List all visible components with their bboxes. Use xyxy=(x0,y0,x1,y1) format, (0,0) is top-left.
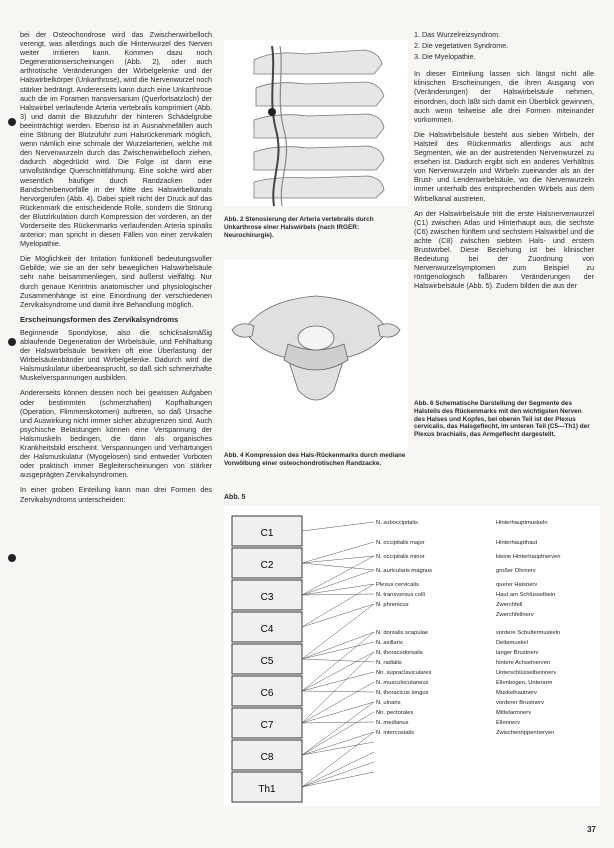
nerve-label: N. thoracodorsalis xyxy=(376,650,423,656)
page-number: 37 xyxy=(587,825,596,834)
segment-label: C7 xyxy=(260,720,274,731)
punch-hole-mark xyxy=(8,118,16,126)
target-label: langer Brustnerv xyxy=(496,650,539,656)
nerve-label: N. ulnaris xyxy=(376,700,401,706)
target-label: Hinterhaupthaut xyxy=(496,540,538,546)
target-label: querer Halsnerv xyxy=(496,582,538,588)
paragraph: In einer groben Einteilung kann man drei Formen des Zervikalsyndroms unterscheiden: xyxy=(20,485,212,504)
target-label: kleine Hinterhauptnerven xyxy=(496,554,561,560)
nerve-label: N. intercostalis xyxy=(376,730,415,736)
segment-column xyxy=(232,516,302,802)
paragraph: Andererseits können dessen noch bei gewissen Aufgaben oder bestimmten (schmerzhaften) Kopfhaltungen (Operation, Flimmerskotomen) auftreten, so daß Ursache und Auswirkung nicht immer sicher abzugrenzen sind. Auch psychische Belastungen können eine Verspannung der Halsmuskeln bedingen, die dann als organisches Krankheitsbild erscheint. Verspannungen und Verhärtungen der Halsmuskulatur (Myogelosen) sind entweder Vorboten oder praktisch immer Begleiterscheinungen von stärker ausgeprägten Zervikalsyndromen. xyxy=(20,388,212,480)
target-label: Ellenbogen, Unterarm xyxy=(496,680,553,686)
segment-label: C1 xyxy=(260,528,274,539)
punch-hole-mark xyxy=(8,338,16,346)
nerve-label: N. dorsalis scapulae xyxy=(376,630,429,636)
nerve-label: Nn. pectorales xyxy=(376,710,414,716)
segment-c3 xyxy=(232,580,302,610)
nerve-label: N. auricularis magnus xyxy=(376,568,433,574)
nerve-label: N. suboccipitalis xyxy=(376,520,418,526)
figure-2-vertebral-artery-illustration xyxy=(224,40,408,206)
target-label: hintere Achselnerven xyxy=(496,660,551,666)
target-label: vordere Schultermuskeln xyxy=(496,630,561,636)
segment-c4 xyxy=(232,612,302,642)
segment-label: C2 xyxy=(260,560,274,571)
segment-c1 xyxy=(232,516,302,546)
figure-4-spinal-cord-compression-illustration xyxy=(224,260,408,450)
paragraph: Die Halswirbelsäule besteht aus sieben Wirbeln, der Halsteil des Rückenmarks allerdings aus acht Segmenten, wie an der austretenden Nervenwurzel zu ersehen ist. Dadurch ergibt sich ein anderes Verhältnis von Nervenwurzeln und Wirbeln zueinander als an der Brust- und Lendenwirbelsäule, wo die Nervenwurzeln immer unterhalb des entsprechenden Wirbels aus dem Wirbelkanal austreten. xyxy=(414,129,594,203)
figure-4-caption: Abb. 4 Kompression des Hals-Rückenmarks durch mediane Vorwölbung einer osteochondrotischen Randzacke. xyxy=(224,452,406,467)
target-label: Muskelhautnerv xyxy=(496,690,537,696)
target-label: vorderer Brustnerv xyxy=(496,700,545,706)
segment-label: C3 xyxy=(260,592,274,603)
list-item: 3. Die Myelopathie. xyxy=(414,52,476,62)
nerve-label: N. transversus colli xyxy=(376,592,425,598)
figure-2-caption: Abb. 2 Stenosierung der Arteria vertebralis durch Unkarthrose einer Halswirbels (nach IRGER: Neurochirurgie). xyxy=(224,216,374,239)
nerve-label: N. radialis xyxy=(376,660,402,666)
punch-hole-mark xyxy=(8,554,16,562)
left-text-column xyxy=(20,30,212,510)
nerve-label: N. occipitalis minor xyxy=(376,554,425,560)
target-label: großer Ohrnerv xyxy=(496,568,536,574)
section-heading: Erscheinungsformen des Zervikalsyndroms xyxy=(20,314,179,324)
segment-label: C6 xyxy=(260,688,274,699)
paragraph: Die Möglichkeit der Irritation funktionell bedeutungsvoller Gebilde, wie sie an der sehr beweglichen Halswirbelsäule sehr nahe beisammenliegen, sind äußerst vielfältig. Nur durch genaue Kenntnis anatomischer und physiologischer Zusammenhänge ist eine Einordnung der verschiedenen Zervikalsyndrome und damit ihre Behandlung möglich. xyxy=(20,254,212,309)
target-label: Mittelarmnerv xyxy=(496,710,532,716)
nerve-label: N. medianus xyxy=(376,720,409,726)
nerve-label: N. musculocutaneus xyxy=(376,680,429,686)
nerve-label: N. phrenicus xyxy=(376,602,409,608)
segment-label: Th1 xyxy=(258,784,276,795)
target-label: Deltamuskel xyxy=(496,640,528,646)
figure-6-caption: Abb. 6 Schematische Darstellung der Segmente des Halsteils des Rückenmarks mit den wichtigsten Nerven des Halses und Kopfes, bei oberen Teil ist der Plexus cervicalis, das Halsgeflecht, im unteren Teil (C5—Th1) der Plexus brachialis, das Armgeflecht dargestellt. xyxy=(414,400,590,439)
nerve-label: N. thoracicus longus xyxy=(376,690,429,696)
target-label: Unterschlüsselbeinnerv xyxy=(496,670,557,676)
paragraph: In dieser Einteilung lassen sich längst nicht alle klinischen Erscheinungen, die ihren Ausgang von (Veränderungen) der Halswirbelsäule nehmen, einordnen, doch läßt sich damit ein Überblick gewinnen, auch wenn teilweise alle drei Formen miteinander vorkommen. xyxy=(414,69,594,124)
segment-th1 xyxy=(232,772,302,802)
segment-c7 xyxy=(232,708,302,738)
target-label: Hinterhauptmuskeln xyxy=(496,520,548,526)
nerve-label: Nn. supraclaviculares xyxy=(376,670,432,676)
segment-label: C4 xyxy=(260,624,274,635)
nerve-label: Plexus cervicalis xyxy=(376,582,419,588)
target-label: Zwerchfellnerv xyxy=(496,612,534,618)
syndrome-list xyxy=(414,30,594,61)
paragraph: An der Halswirbelsäule tritt die erste Halsnervenwurzel (C1) zwischen Atlas und Hinterhaupt aus, die sechste (C6) zwischen fünftem und sechstem Halswirbel und die achte (C8) zwischen siebtem Hals- und erstem Brustwirbel. Diese Beziehung ist bei klinischer Bedeutung bei der Zuordnung von Nervenwurzelsymptomen zum Beispiel zu röntgenologisch faßbaren Veränderungen der Halswirbelsäule (Abb. 5). Zudem bilden die aus der xyxy=(414,208,594,291)
segment-c8 xyxy=(232,740,302,770)
target-label: Zwischenrippennerven xyxy=(496,730,555,736)
segment-label: C8 xyxy=(260,752,274,763)
segment-c6 xyxy=(232,676,302,706)
paragraph: bei der Osteochondrose wird das Zwischenwirbelloch verengt, was allerdings auch die Hinterwurzel des Nerven weiter irritieren kann. Kommen dazu noch Degenerationserscheinungen (Abb. 2), oder auch arthrotische Veränderungen der Wirbelgelenke und der Halswirbelkörper (Unkarthrose), wird die Nervenwurzel noch stärker bedrängt. Andererseits kann durch eine Unkarthrose auch die im Foramen transversarium (Querfortsatzloch) der Halswirbel verlaufende Arteria vertebralis komprimiert (Abb. 3) und damit die Blutzufuhr der hinteren Schädelgrube beeinträchtigt werden. Ebenso ist in Ausnahmefällen auch eine Störung der Blutzufuhr zum Halsrückenmark möglich, wenn nämlich eine schmale der Wurzelarterien, welche mit den Nervenwurzeln durch das Zwischenwirbelloch ziehen, dadurch abgedrückt wird. Die Folge ist dann eine unvollständige Querschnittlähmung. Eine solche wird aber wesentlich häufiger durch Randzacken oder Bandscheibenvorfälle in der Mitte des Halswirbelkanals hervorgerufen (Abb. 4). Dabei spielt nicht der Druck auf das Rückenmark die entscheidende Rolle, sondern die Störung der Blutzirkulation durch Kompression der vorderen, an der Vorderseite des Rückenmarks verlaufenden Arteria spinalis anterior; man spricht in diesen Fällen von einer zervikalen Myelopathie. xyxy=(20,30,212,249)
target-label: Haut am Schlüsselbein xyxy=(496,592,556,598)
nerve-label: N. axillaris xyxy=(376,640,403,646)
right-text-column xyxy=(414,30,594,296)
target-label: Ellennerv xyxy=(496,720,521,726)
nerve-label: N. occipitalis major xyxy=(376,540,425,546)
figure-5-label: Abb. 5 xyxy=(224,494,246,501)
target-label: Zwerchfell xyxy=(496,602,523,608)
segment-label: C5 xyxy=(260,656,274,667)
list-item: 1. Das Wurzelreizsyndrom. xyxy=(414,30,501,39)
segment-c2 xyxy=(232,548,302,578)
list-item: 2. Die vegetativen Syndrome. xyxy=(414,41,509,51)
segment-c5 xyxy=(232,644,302,674)
figure-5-nerve-segment-diagram xyxy=(224,506,600,806)
paragraph: Beginnende Spondylose, also die schicksalsmäßig ablaufende Degeneration der Wirbelsäule, und Fehlhaltung der Halswirbelsäule bewirken oft eine Überlastung der Wirbelsäulenbänder und Wirbelgelenke. Dadurch wird die Halsmuskulatur überbeansprucht, so daß sich schmerzhafte Muskelverspannungen ausbilden. xyxy=(20,327,212,383)
